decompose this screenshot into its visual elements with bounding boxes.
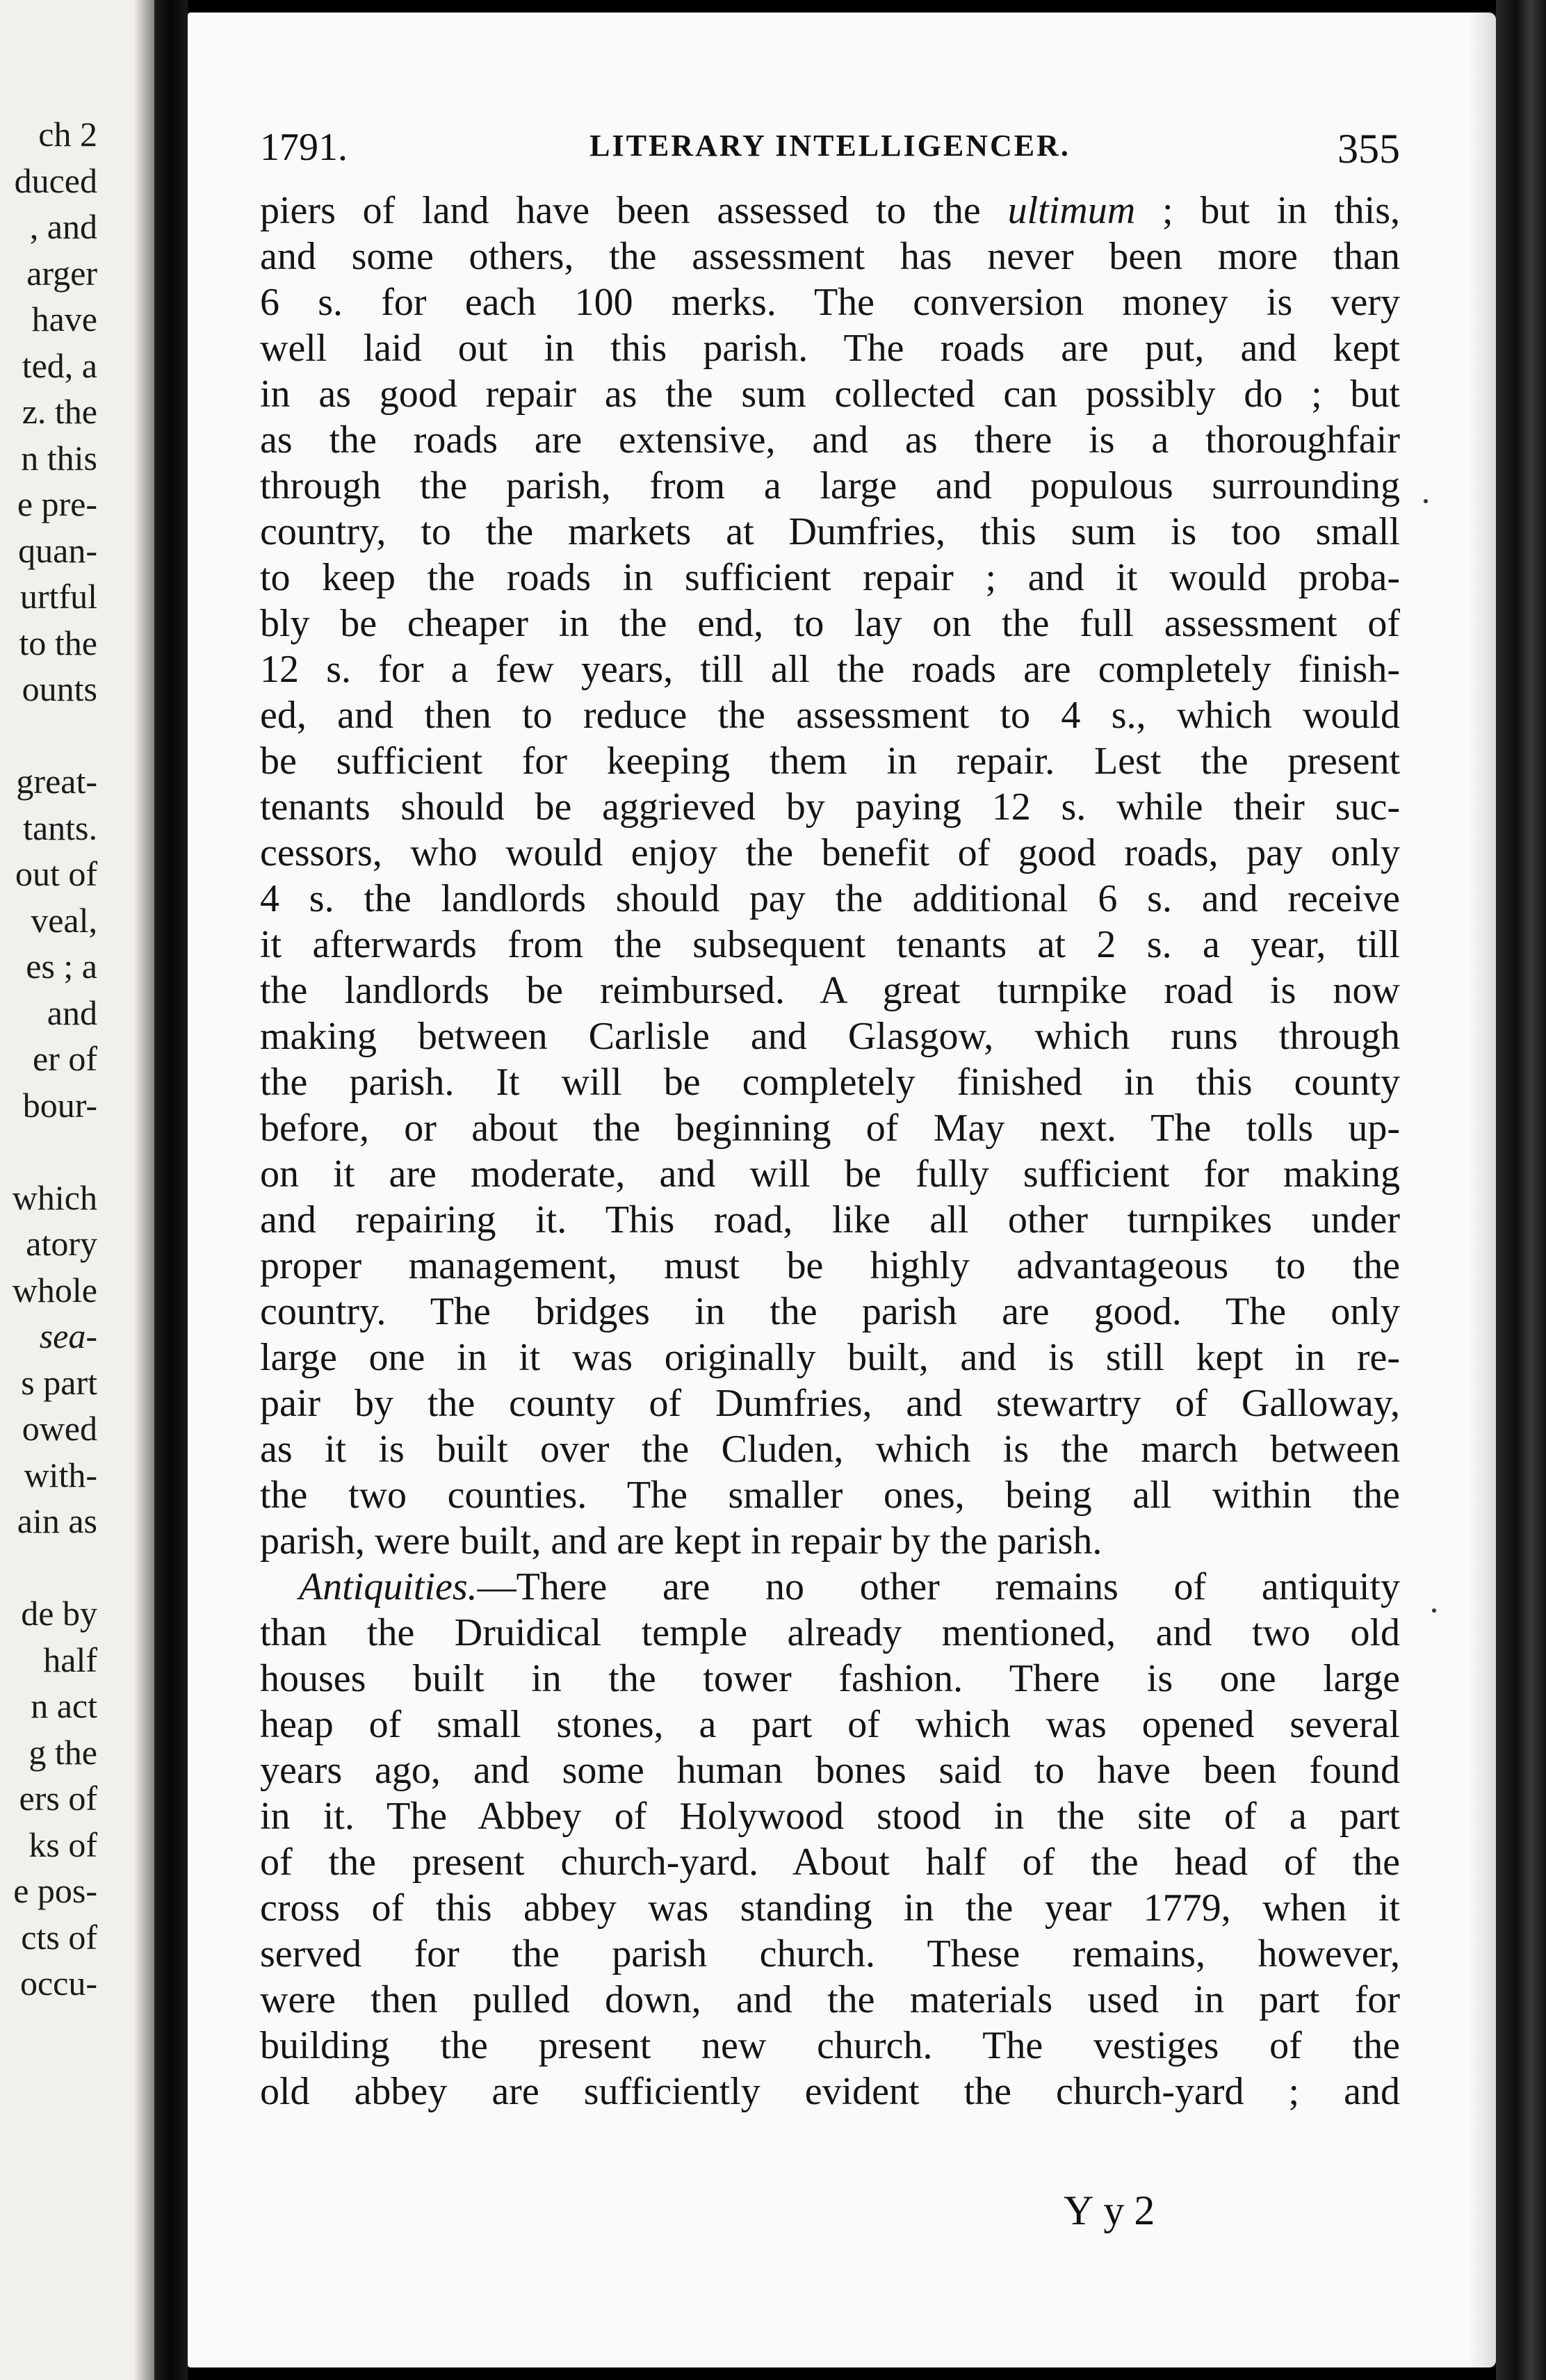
- left-page-line: g the: [29, 1732, 97, 1772]
- text-line: old abbey are sufficiently evident the church-yard ; and: [260, 2070, 1400, 2113]
- text-line: parish, were built, and are kept in repair by the parish.: [260, 1519, 1102, 1563]
- paper-speck: [1432, 1608, 1436, 1613]
- text-line: through the parish, from a large and populous surrounding: [260, 464, 1400, 507]
- section-heading: Antiquities.: [299, 1565, 478, 1608]
- text-line: country. The bridges in the parish are good. The only: [260, 1290, 1400, 1333]
- paper-speck: [1424, 499, 1428, 503]
- left-page-line: to the: [19, 623, 97, 662]
- text-line: as it is built over the Cluden, which is the march between: [260, 1428, 1400, 1471]
- text-line: heap of small stones, a part of which was opened several: [260, 1703, 1400, 1746]
- left-page-line: ers of: [19, 1779, 97, 1818]
- text-line: be sufficient for keeping them in repair. Lest the present: [260, 740, 1400, 783]
- left-page-line: z. the: [22, 392, 97, 431]
- left-page-line: owed: [22, 1409, 97, 1448]
- text-line: cross of this abbey was standing in the year 1779, when it: [260, 1886, 1400, 1930]
- signature-mark: Yy2: [1064, 2187, 1165, 2233]
- left-page-line: er of: [33, 1039, 97, 1078]
- left-page-line: whole: [12, 1270, 97, 1310]
- right-page: [188, 13, 1496, 2367]
- text-line: tenants should be aggrieved by paying 12 s. while their suc-: [260, 785, 1400, 829]
- text-line: cessors, who would enjoy the benefit of good roads, pay only: [260, 831, 1400, 874]
- left-page-line: s part: [21, 1362, 97, 1402]
- left-page-line: ted, a: [22, 345, 97, 385]
- text-line: country, to the markets at Dumfries, this sum is too small: [260, 510, 1400, 553]
- left-page-line: ounts: [22, 669, 97, 708]
- text-line: bly be cheaper in the end, to lay on the full assessment of: [260, 602, 1400, 645]
- left-page-line: ks of: [29, 1825, 97, 1864]
- text-line: 6 s. for each 100 merks. The conversion money is very: [260, 281, 1400, 324]
- text-line: and repairing it. This road, like all other turnpikes under: [260, 1198, 1400, 1241]
- text-line: to keep the roads in sufficient repair ; and it would proba-: [260, 556, 1400, 599]
- left-page-line: atory: [26, 1224, 97, 1263]
- left-page-line: n this: [21, 438, 97, 478]
- text-line: piers of land have been assessed to the ultimum ; but in this,: [260, 189, 1400, 232]
- left-page-line: and: [47, 993, 97, 1032]
- gutter-shadow: [133, 0, 154, 2380]
- left-page-line: quan-: [18, 530, 97, 570]
- book-edge: [1496, 0, 1546, 2380]
- text-line: in as good repair as the sum collected can possibly do ; but: [260, 373, 1400, 416]
- left-page-fragment: [0, 0, 154, 2380]
- text-line: it afterwards from the subsequent tenants at 2 s. a year, till: [260, 923, 1400, 966]
- left-page-line: great-: [16, 762, 97, 801]
- text-line: building the present new church. The vestiges of the: [260, 2024, 1400, 2067]
- text-line: well laid out in this parish. The roads are put, and kept: [260, 327, 1400, 370]
- section-heading-line: Antiquities.—There are no other remains of antiquity: [299, 1565, 1400, 1608]
- text-line: than the Druidical temple already mentioned, and two old: [260, 1611, 1400, 1654]
- left-page-line: arger: [26, 253, 97, 293]
- text-line: the parish. It will be completely finished in this county: [260, 1061, 1400, 1104]
- left-page-line: de by: [21, 1594, 97, 1633]
- text-line: of the present church-yard. About half of the head of the: [260, 1841, 1400, 1884]
- left-page-line: ain as: [17, 1501, 97, 1540]
- text-line: the two counties. The smaller ones, being all within the: [260, 1474, 1400, 1517]
- left-page-line: e pos-: [13, 1871, 97, 1910]
- left-page-line: out of: [15, 854, 97, 893]
- left-page-line: , and: [29, 207, 97, 246]
- page-number: 355: [1337, 126, 1400, 172]
- left-page-line: bour-: [22, 1085, 97, 1125]
- running-title: LITERARY INTELLIGENCER.: [589, 129, 1071, 163]
- text-line: ed, and then to reduce the assessment to 4 s., which would: [260, 694, 1400, 737]
- left-page-line: e pre-: [17, 484, 97, 523]
- text-line: as the roads are extensive, and as there is a thoroughfair: [260, 418, 1400, 462]
- left-page-line: have: [31, 300, 97, 339]
- text-line: pair by the county of Dumfries, and stewartry of Galloway,: [260, 1382, 1400, 1425]
- left-page-line: n act: [31, 1686, 97, 1725]
- text-line: years ago, and some human bones said to have been found: [260, 1749, 1400, 1792]
- left-page-line: ch 2: [38, 115, 97, 154]
- text-line: served for the parish church. These remains, however,: [260, 1932, 1400, 1975]
- header-year: 1791.: [260, 126, 348, 169]
- running-header: [260, 125, 1400, 174]
- text-line: were then pulled down, and the materials used in part for: [260, 1978, 1400, 2021]
- left-page-line: cts of: [21, 1917, 97, 1957]
- left-page-line: tants.: [23, 808, 97, 847]
- text-line: 4 s. the landlords should pay the additional 6 s. and receive: [260, 877, 1400, 920]
- text-line: 12 s. for a few years, till all the roads are completely finish-: [260, 648, 1400, 691]
- text-line: and some others, the assessment has never been more than: [260, 235, 1400, 278]
- left-page-line: half: [43, 1640, 97, 1679]
- left-page-line: duced: [14, 161, 97, 200]
- page-edge-shadow: [1468, 13, 1496, 2367]
- left-page-line: which: [12, 1177, 97, 1217]
- text-line: the landlords be reimbursed. A great turnpike road is now: [260, 969, 1400, 1012]
- left-page-line: with-: [24, 1455, 97, 1494]
- text-line: in it. The Abbey of Holywood stood in the site of a part: [260, 1795, 1400, 1838]
- text-line: large one in it was originally built, and is still kept in re-: [260, 1336, 1400, 1379]
- text-line: making between Carlisle and Glasgow, which runs through: [260, 1015, 1400, 1058]
- left-page-line: sea-: [39, 1317, 97, 1355]
- left-page-line: es ; a: [26, 947, 97, 986]
- text-line: on it are moderate, and will be fully sufficient for making: [260, 1152, 1400, 1196]
- text-line: houses built in the tower fashion. There is one large: [260, 1657, 1400, 1700]
- text-line: proper management, must be highly advantageous to the: [260, 1244, 1400, 1287]
- left-page-line: urtful: [19, 577, 97, 616]
- page-gap: [154, 0, 188, 2380]
- left-page-line: veal,: [31, 900, 97, 940]
- left-page-line: occu-: [19, 1964, 97, 2003]
- text-line: before, or about the beginning of May next. The tolls up-: [260, 1107, 1400, 1150]
